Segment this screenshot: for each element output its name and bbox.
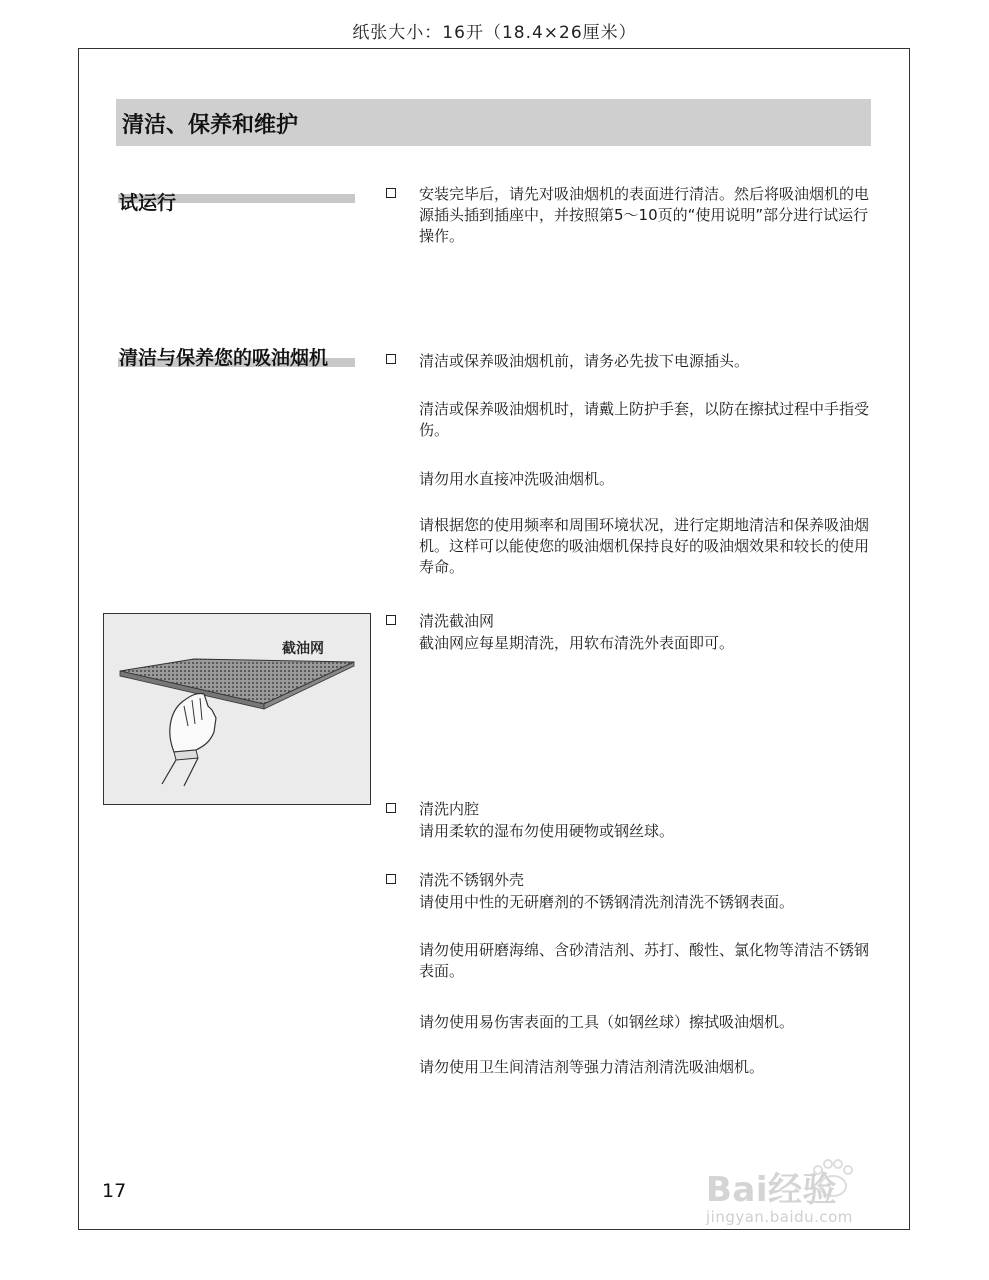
paragraph: 请根据您的使用频率和周围环境状况，进行定期地清洁和保养吸油烟机。这样可以能使您的吸油烟机保持良好的吸油烟效果和较长的使用寿命。 (419, 516, 870, 576)
checkbox-bullet-icon (386, 803, 396, 813)
paragraph: 安装完毕后，请先对吸油烟机的表面进行清洁。然后将吸油烟机的电源插头插到插座中，并按照第5～10页的“使用说明”部分进行试运行操作。 (419, 185, 870, 245)
watermark-url: jingyan.baidu.com (706, 1208, 853, 1226)
paragraph: 请使用中性的无研磨剂的不锈钢清洗剂清洗不锈钢表面。 (419, 893, 795, 911)
paragraph: 请用柔软的湿布勿使用硬物或钢丝球。 (419, 822, 675, 840)
checkbox-bullet-icon (386, 354, 396, 364)
page-title: 清洁、保养和维护 (122, 113, 299, 138)
section-heading-trial: 试运行 (119, 192, 177, 214)
checkbox-bullet-icon (386, 615, 396, 625)
paragraph: 请勿用水直接冲洗吸油烟机。 (419, 470, 615, 488)
checkbox-bullet-icon (386, 188, 396, 198)
paragraph: 请勿使用卫生间清洁剂等强力清洁剂清洗吸油烟机。 (419, 1058, 765, 1076)
illustration-label: 截油网 (282, 641, 324, 657)
paragraph: 清洁或保养吸油烟机时，请戴上防护手套，以防在擦拭过程中手指受伤。 (419, 400, 870, 439)
watermark-brand: Bai经验 (706, 1170, 838, 1210)
paragraph: 请勿使用易伤害表面的工具（如钢丝球）擦拭吸油烟机。 (419, 1013, 795, 1031)
section-heading-cleaning: 清洁与保养您的吸油烟机 (119, 347, 329, 369)
subheading: 清洗内腔 (419, 800, 480, 818)
paper-size-note: 纸张大小：16开（18.4×26厘米） (352, 23, 637, 43)
page-number: 17 (102, 1180, 127, 1202)
paragraph: 截油网应每星期清洗，用软布清洗外表面即可。 (419, 634, 735, 652)
checkbox-bullet-icon (386, 874, 396, 884)
subheading: 清洗截油网 (419, 612, 495, 630)
paragraph: 清洁或保养吸油烟机前，请务必先拔下电源插头。 (419, 352, 750, 370)
paragraph: 请勿使用研磨海绵、含砂清洁剂、苏打、酸性、氯化物等清洁不锈钢表面。 (419, 941, 870, 980)
hand-holding-filter-icon (104, 614, 369, 803)
grease-filter-illustration (103, 613, 371, 805)
subheading: 清洗不锈钢外壳 (419, 871, 525, 889)
section-title-bar (116, 99, 871, 146)
